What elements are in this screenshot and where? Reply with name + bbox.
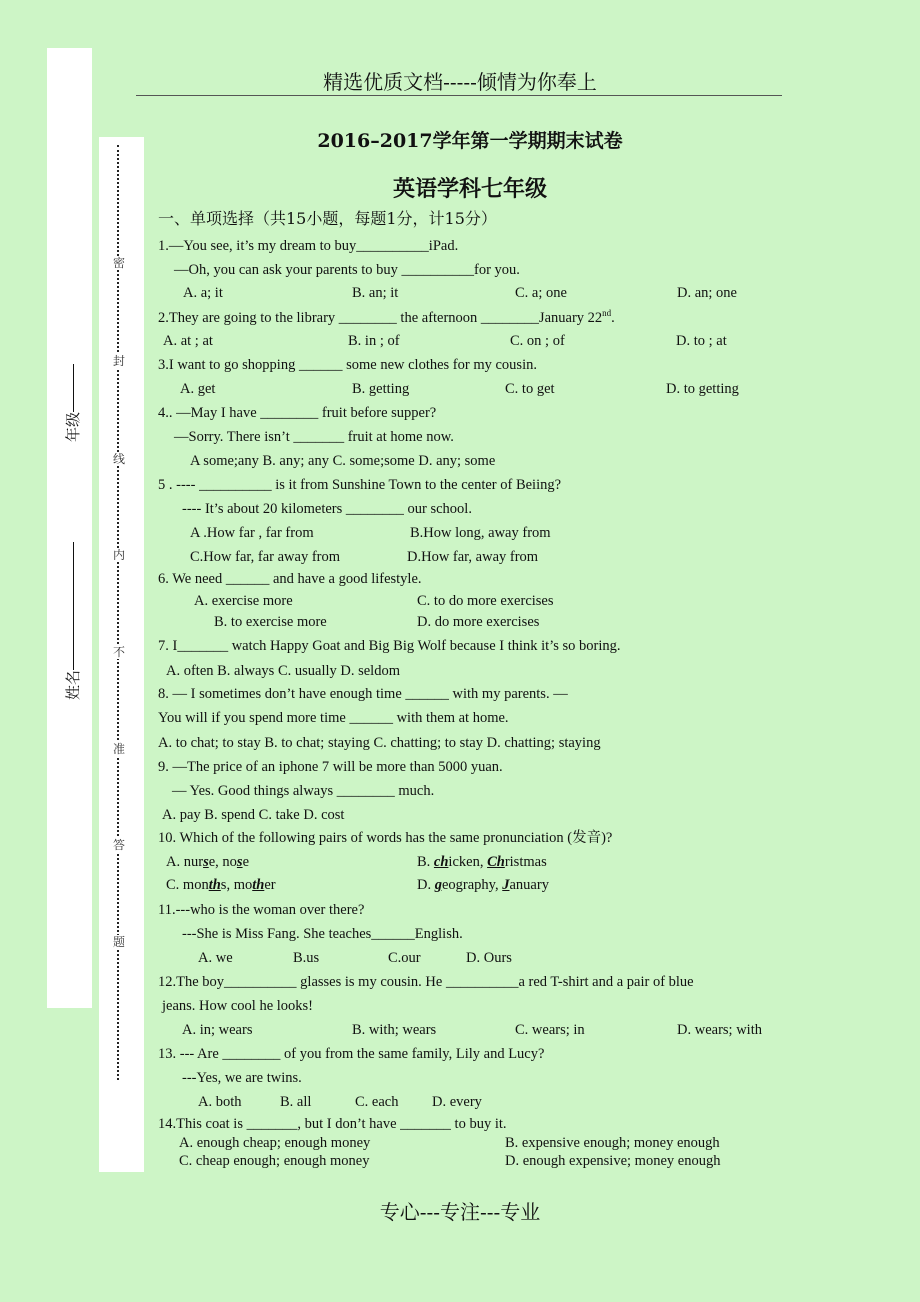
q1-option-d: D. an; one [677,285,737,301]
q14-option-a: A. enough cheap; enough money [179,1135,371,1151]
q13-option-a: A. both [198,1094,242,1110]
q2-sup: nd [602,308,612,319]
q10-line1: 10. Which of the following pairs of words has the same pronunciation (发音)? [158,830,613,846]
q12-line2: jeans. How cool he looks! [162,998,314,1014]
q6-option-a: A. exercise more [194,593,293,609]
q5-line2: ---- It’s about 20 kilometers ________ our school. [182,501,472,517]
q13-line1: 13. --- Are ________ of you from the same family, Lily and Lucy? [158,1046,545,1062]
q10a-p3: e [242,854,249,870]
q10d-mark1: g [434,877,442,893]
seal-char-7: 答 [113,838,126,852]
seal-char-8: 题 [113,935,126,949]
q6-option-c: C. to do more exercises [417,593,554,609]
seal-char-5: 不 [113,645,126,659]
q11-option-b: B.us [293,950,320,966]
seal-char-2: 封 [113,354,126,368]
grade-label: 年级 [64,411,82,442]
q12-line1: 12.The boy__________ glasses is my cousin. He __________a red T-shirt and a pair of blue [158,974,694,990]
q6-option-b: B. to exercise more [214,614,327,630]
q10d-p1: D. [417,877,435,893]
q3-option-b: B. getting [352,381,410,397]
q8-line2: You will if you spend more time ______ with them at home. [158,710,509,726]
q3-option-c: C. to get [505,381,555,397]
q2-line1 [158,309,615,327]
page-header: 精选优质文档-----倾情为你奉上 [323,70,597,94]
q10c-p3: er [264,877,276,893]
q10a-mark1: s [203,854,209,870]
q5-option-a: A .How far , far from [190,525,314,541]
q2-option-d: D. to ; at [676,333,727,349]
q10c-p1: C. mon [166,877,209,893]
q10b-p3: ristmas [504,854,547,870]
q5-line1: 5 . ---- __________ is it from Sunshine Town to the center of Beiing? [158,477,562,493]
q10b-mark1: ch [433,854,449,870]
name-blank [73,542,74,670]
q5-option-b: B.How long, away from [410,525,551,541]
header-rule [136,95,782,96]
grade-blank [73,364,74,412]
q10c-mark2: th [252,877,265,893]
q10d-p3: anuary [509,877,549,893]
q6-line1: 6. We need ______ and have a good lifestyle. [158,571,422,587]
q10d-mark2: J [502,877,510,893]
q14-option-c: C. cheap enough; enough money [179,1153,370,1169]
name-field [62,542,83,700]
q9-options: A. pay B. spend C. take D. cost [162,807,345,823]
seal-char-6: 准 [113,742,126,756]
exam-title: 2016–2017学年第一学期期末试卷 [317,130,623,152]
q13-line2: ---Yes, we are twins. [182,1070,302,1086]
q10a-mark2: s [236,854,243,870]
q10-option-b [417,853,547,871]
seal-char-1: 密 [113,256,126,270]
seal-char-3: 线 [113,452,126,466]
q5-option-d: D.How far, away from [407,549,539,565]
section-heading: 一、单项选择（共15小题，每题1分，计15分） [158,209,497,228]
q10a-p2: e, no [208,854,237,870]
q8-options: A. to chat; to stay B. to chat; staying C. chatting; to stay D. chatting; staying [158,735,601,751]
name-label: 姓名 [64,669,82,700]
q10c-p2: s, mo [220,877,253,893]
q11-option-c: C.our [388,950,421,966]
q9-line1: 9. —The price of an iphone 7 will be more than 5000 yuan. [158,759,503,775]
q14-option-b: B. expensive enough; money enough [505,1135,720,1151]
q11-line2: ---She is Miss Fang. She teaches______English. [182,926,463,942]
q10-option-a [166,853,249,871]
exam-subtitle: 英语学科七年级 [392,176,547,202]
q2-option-c: C. on ; of [510,333,565,349]
q10a-p1: A. nur [166,854,204,870]
q7-options: A. often B. always C. usually D. seldom [166,663,400,679]
q4-options: A some;any B. any; any C. some;some D. any; some [190,453,496,469]
q10-option-d [417,876,549,894]
q14-line1: 14.This coat is _______, but I don’t have _______ to buy it. [158,1116,507,1132]
q13-option-c: C. each [355,1094,399,1110]
q1-line1: 1.—You see, it’s my dream to buy__________iPad. [158,238,459,254]
q10b-mark2: Ch [487,854,505,870]
q12-option-a: A. in; wears [182,1022,253,1038]
q2-option-b: B. in ; of [348,333,400,349]
page-footer: 专心---专注---专业 [379,1200,541,1224]
q12-option-b: B. with; wears [352,1022,437,1038]
q3-option-d: D. to getting [666,381,739,397]
q1-option-a: A. a; it [183,285,223,301]
q2-end: . [611,310,615,326]
seal-char-4: 内 [113,548,126,562]
q2-text: 2.They are going to the library ________ the afternoon ________January 22 [158,310,603,326]
q6-option-d: D. do more exercises [417,614,540,630]
q1-option-c: C. a; one [515,285,567,301]
q12-option-d: D. wears; with [677,1022,762,1038]
q13-option-d: D. every [432,1094,482,1110]
q3-option-a: A. get [180,381,216,397]
q8-line1: 8. — I sometimes don’t have enough time ______ with my parents. — [158,686,568,702]
q9-line2: — Yes. Good things always ________ much. [172,783,435,799]
q10-option-c [166,876,276,894]
q4-line1: 4.. —May I have ________ fruit before supper? [158,405,437,421]
q4-line2: —Sorry. There isn’t _______ fruit at home now. [174,429,454,445]
q10c-mark1: th [208,877,221,893]
q11-line1: 11.---who is the woman over there? [158,902,365,918]
q12-option-c: C. wears; in [515,1022,585,1038]
q5-option-c: C.How far, far away from [190,549,340,565]
q3-line1: 3.I want to go shopping ______ some new clothes for my cousin. [158,357,537,373]
q1-line2: —Oh, you can ask your parents to buy __________for you. [174,262,520,278]
q10b-p1: B. [417,854,434,870]
q7-line1: 7. I_______ watch Happy Goat and Big Big Wolf because I think it’s so boring. [158,638,621,654]
grade-field [62,364,83,442]
q11-option-a: A. we [198,950,233,966]
q14-option-d: D. enough expensive; money enough [505,1153,721,1169]
q11-option-d: D. Ours [466,950,512,966]
q2-option-a: A. at ; at [163,333,213,349]
q10b-p2: icken, [448,854,488,870]
q10d-p2: eography, [441,877,503,893]
q13-option-b: B. all [280,1094,312,1110]
q1-option-b: B. an; it [352,285,399,301]
